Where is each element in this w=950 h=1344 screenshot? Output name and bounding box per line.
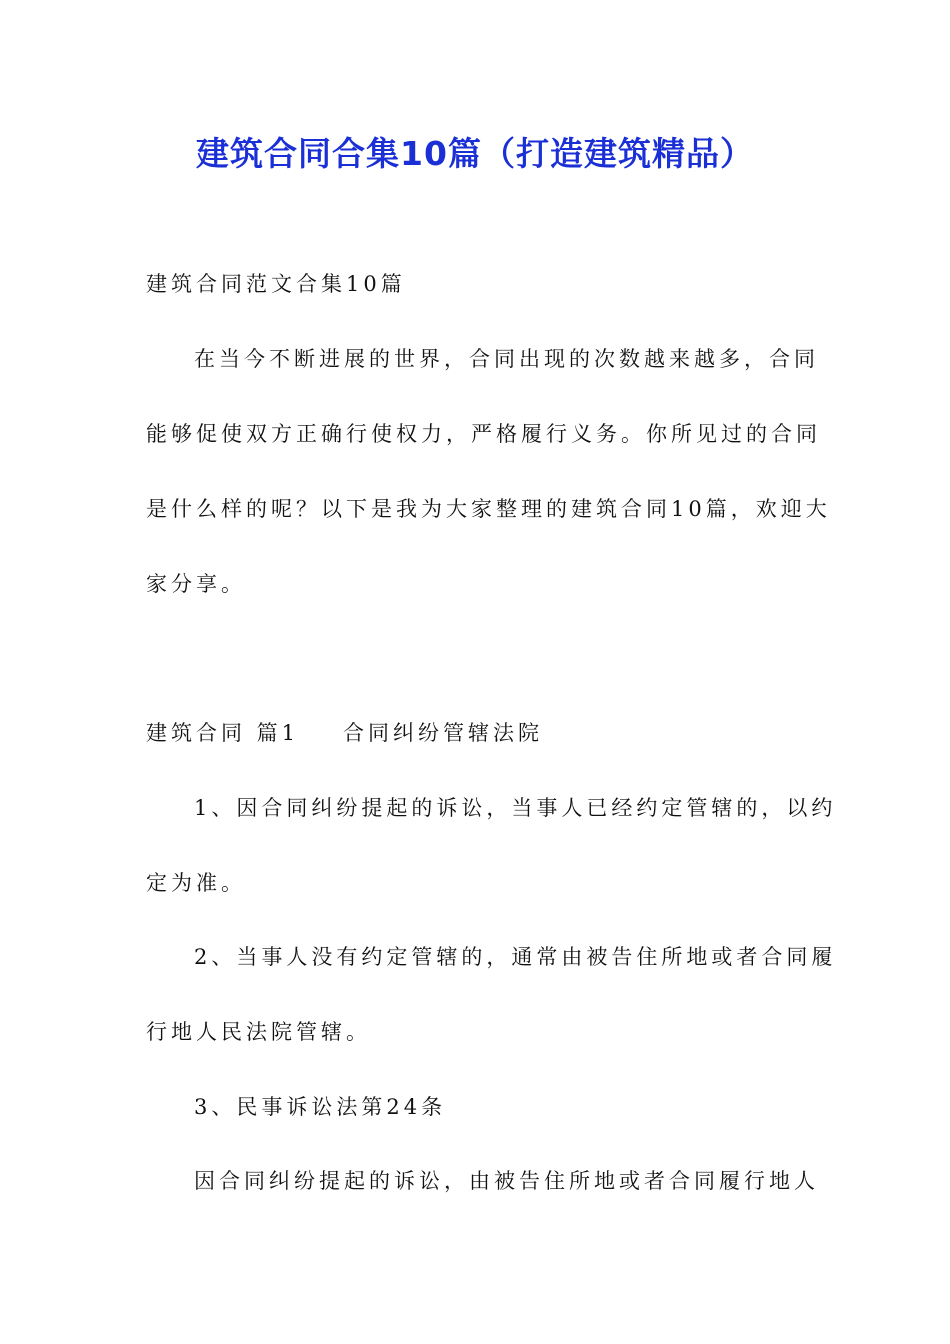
subtitle: 建筑合同范文合集10篇 <box>146 272 406 296</box>
intro-line-3: 是什么样的呢？以下是我为大家整理的建筑合同10篇，欢迎大 <box>146 497 831 521</box>
body-line-2: 定为准。 <box>146 871 246 895</box>
body-line-3: 2、当事人没有约定管辖的，通常由被告住所地或者合同履 <box>194 945 837 969</box>
section-label: 建筑合同 篇1 <box>146 721 300 745</box>
section-title: 合同纠纷管辖法院 <box>343 721 544 745</box>
body-line-5: 3、民事诉讼法第24条 <box>194 1095 447 1119</box>
body-line-4: 行地人民法院管辖。 <box>146 1020 371 1044</box>
intro-line-4: 家分享。 <box>146 572 246 596</box>
intro-line-1: 在当今不断进展的世界，合同出现的次数越来越多，合同 <box>194 347 819 371</box>
document-title: 建筑合同合集10篇（打造建筑精品） <box>196 134 754 173</box>
intro-line-2: 能够促使双方正确行使权力，严格履行义务。你所见过的合同 <box>146 422 821 446</box>
section-heading <box>146 717 806 749</box>
body-line-6: 因合同纠纷提起的诉讼，由被告住所地或者合同履行地人 <box>194 1169 819 1193</box>
body-line-1: 1、因合同纠纷提起的诉讼，当事人已经约定管辖的，以约 <box>194 796 837 820</box>
